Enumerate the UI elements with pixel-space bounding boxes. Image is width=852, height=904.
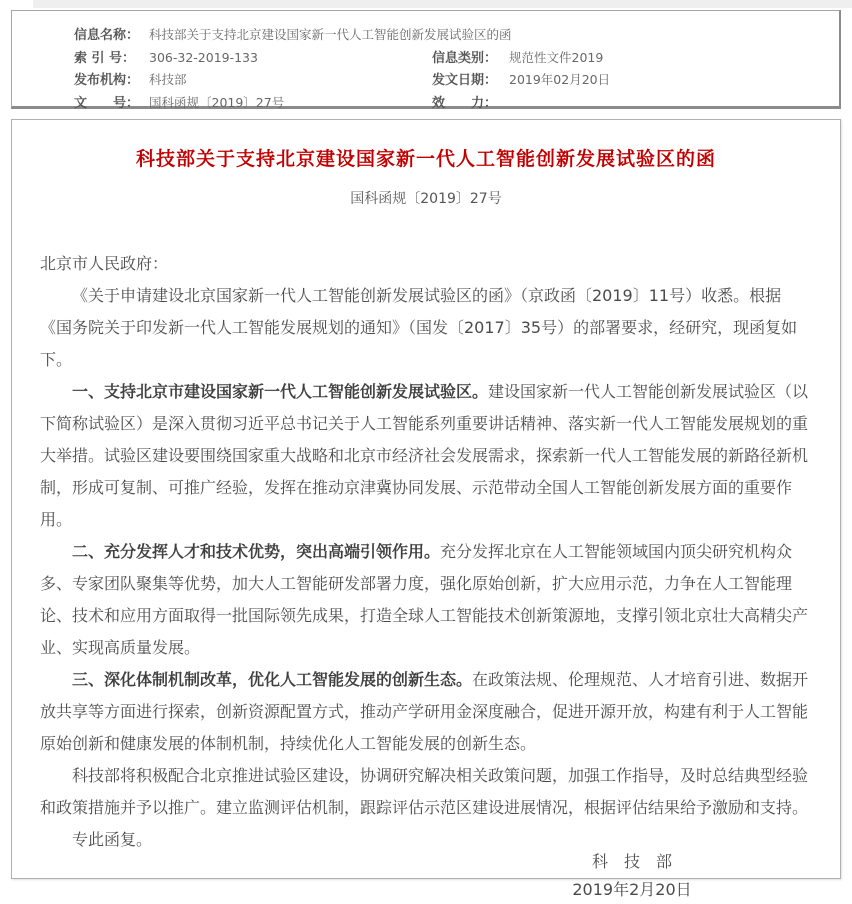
info-doc-number-label: 文 号： [74, 95, 140, 111]
info-issue-date-value: 2019年02月20日 [509, 72, 611, 87]
info-effect-label: 效 力： [432, 95, 498, 111]
paragraph-section-2-text: 充分发挥北京在人工智能领域国内顶尖研究机构众多、专家团队聚集等优势，加大人工智能研发部署力度，强化原始创新，扩大应用示范，力争在人工智能理论、技术和应用方面取得一批国际领先成果，打造全球人工智能技术创新策源地，支撑引领北京壮大高精尖产业、实现高质量发展。 [40, 542, 809, 657]
letter-doc-number: 国科函规〔2019〕27号 [350, 191, 502, 207]
document-info-box [11, 10, 841, 109]
signature-block [512, 848, 752, 904]
paragraph-followup [40, 760, 812, 824]
info-row-docnum-effect [74, 92, 839, 115]
info-row-agency-date [74, 69, 839, 92]
page-top-strip [33, 0, 852, 8]
letter-title: 科技部关于支持北京建设国家新一代人工智能创新发展试验区的函 [135, 148, 716, 170]
info-doc-number-value: 国科函规〔2019〕27号 [149, 94, 285, 110]
signer-name: 科 技 部 [591, 852, 672, 871]
info-category-value: 规范性文件2019 [509, 49, 604, 65]
paragraph-intro [40, 280, 812, 376]
paragraph-followup-text: 科技部将积极配合北京推进试验区建设，协调研究解决相关政策问题，加强工作指导，及时总结典型经验和政策措施并予以推广。建立监测评估机制，跟踪评估示范区建设进展情况，根据评估结果给予激励和支持。 [40, 766, 809, 817]
info-issue-date-label: 发文日期： [432, 73, 498, 88]
info-agency-label: 发布机构： [74, 73, 140, 88]
paragraph-section-1-text: 建设国家新一代人工智能创新发展试验区（以下简称试验区）是深入贯彻习近平总书记关于人工智能系列重要讲话精神、落实新一代人工智能发展规划的重大举措。试验区建设要围绕国家重大战略和北京市经济社会发展需求，探索新一代人工智能发展的新路径新机制，形成可复制、可推广经验，发挥在推动京津冀协同发展、示范带动全国人工智能创新发展方面的重要作用。 [40, 382, 809, 529]
paragraph-section-2 [40, 536, 812, 664]
letter-document [11, 119, 841, 899]
paragraph-section-2-lead: 二、充分发挥人才和技术优势，突出高端引领作用。 [72, 542, 441, 561]
paragraph-section-3 [40, 664, 812, 760]
paragraph-intro-text: 《关于申请建设北京国家新一代人工智能创新发展试验区的函》（京政函〔2019〕11号）收悉。根据《国务院关于印发新一代人工智能发展规划的通知》（国发〔2017〕35号）的部署要求，经研究，现函复如下。 [40, 286, 798, 369]
info-name-label: 信息名称： [74, 28, 140, 43]
letter-content [40, 248, 812, 904]
info-category-label: 信息类别： [432, 50, 498, 66]
paragraph-section-1-lead: 一、支持北京市建设国家新一代人工智能创新发展试验区。 [72, 382, 489, 401]
signature-date: 2019年2月20日 [572, 880, 692, 899]
info-agency-value: 科技部 [149, 72, 187, 87]
info-index-label: 索 引 号： [74, 50, 136, 66]
paragraph-section-1 [40, 376, 812, 536]
closing-line: 专此函复。 [72, 830, 153, 849]
info-row-name [74, 24, 839, 47]
info-row-index-category [74, 47, 839, 70]
info-name-value: 科技部关于支持北京建设国家新一代人工智能创新发展试验区的函 [149, 27, 512, 42]
paragraph-section-3-text: 在政策法规、伦理规范、人才培育引进、数据开放共享等方面进行探索，创新资源配置方式，推动产学研用金深度融合，促进开源开放，构建有利于人工智能原始创新和健康发展的体制机制，持续优化人工智能发展的创新生态。 [40, 670, 809, 753]
salutation: 北京市人民政府： [40, 254, 169, 273]
paragraph-section-3-lead: 三、深化体制机制改革，优化人工智能发展的创新生态。 [72, 670, 473, 689]
info-index-value: 306-32-2019-133 [149, 49, 258, 65]
